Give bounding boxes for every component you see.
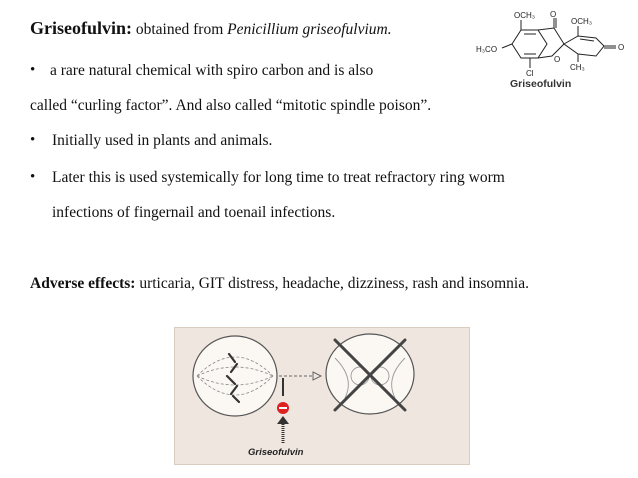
drug-name: Griseofulvin: [30,18,132,38]
continuation-line-1: called “curling factor”. And also called “mitotic spindle poison”. [30,97,432,114]
structure-label: H₃CO [476,45,498,54]
adverse-effects-text: urticaria, GIT distress, headache, dizziness, rash and insomnia. [135,275,529,292]
methoxy-bond [502,44,512,48]
right-arrow-icon [313,372,321,380]
bullet-text-2: Initially used in plants and animals. [52,132,273,149]
structure-label: OCH₃ [514,11,536,20]
adverse-effects-line [30,274,529,294]
bullet-marker: • [30,169,36,185]
bullet-marker: • [30,132,36,148]
mitotic-spindle-figure [174,327,470,465]
bullet-text-1: a rare natural chemical with spiro carbon and is also [50,62,374,79]
structure-label: CH₃ [570,63,585,72]
structure-label: Cl [526,69,534,78]
bullet-text-3: Later this is used systemically for long time to treat refractory ring worm [52,169,505,186]
heading-text: obtained from [132,21,228,38]
heading-line [30,18,392,40]
cyclohexenone-ring [564,36,604,56]
structure-label: O [618,43,625,52]
structure-label: O [554,55,561,64]
structure-label: OCH₃ [571,17,593,26]
figure-caption: Griseofulvin [248,447,304,458]
mitosis-illustration [175,328,469,464]
structure-caption: Griseofulvin [510,78,572,90]
continuation-line-2: infections of fingernail and toenail infections. [52,204,336,221]
bullet-marker: • [30,62,36,78]
adverse-effects-label: Adverse effects: [30,275,136,292]
structure-label: O [550,10,557,19]
furanone-ring [538,28,564,58]
up-arrow-icon [277,416,289,424]
dividing-cell [193,336,277,416]
ring-double-bond [580,39,594,41]
species-name: Penicillium griseofulvium. [227,21,392,38]
